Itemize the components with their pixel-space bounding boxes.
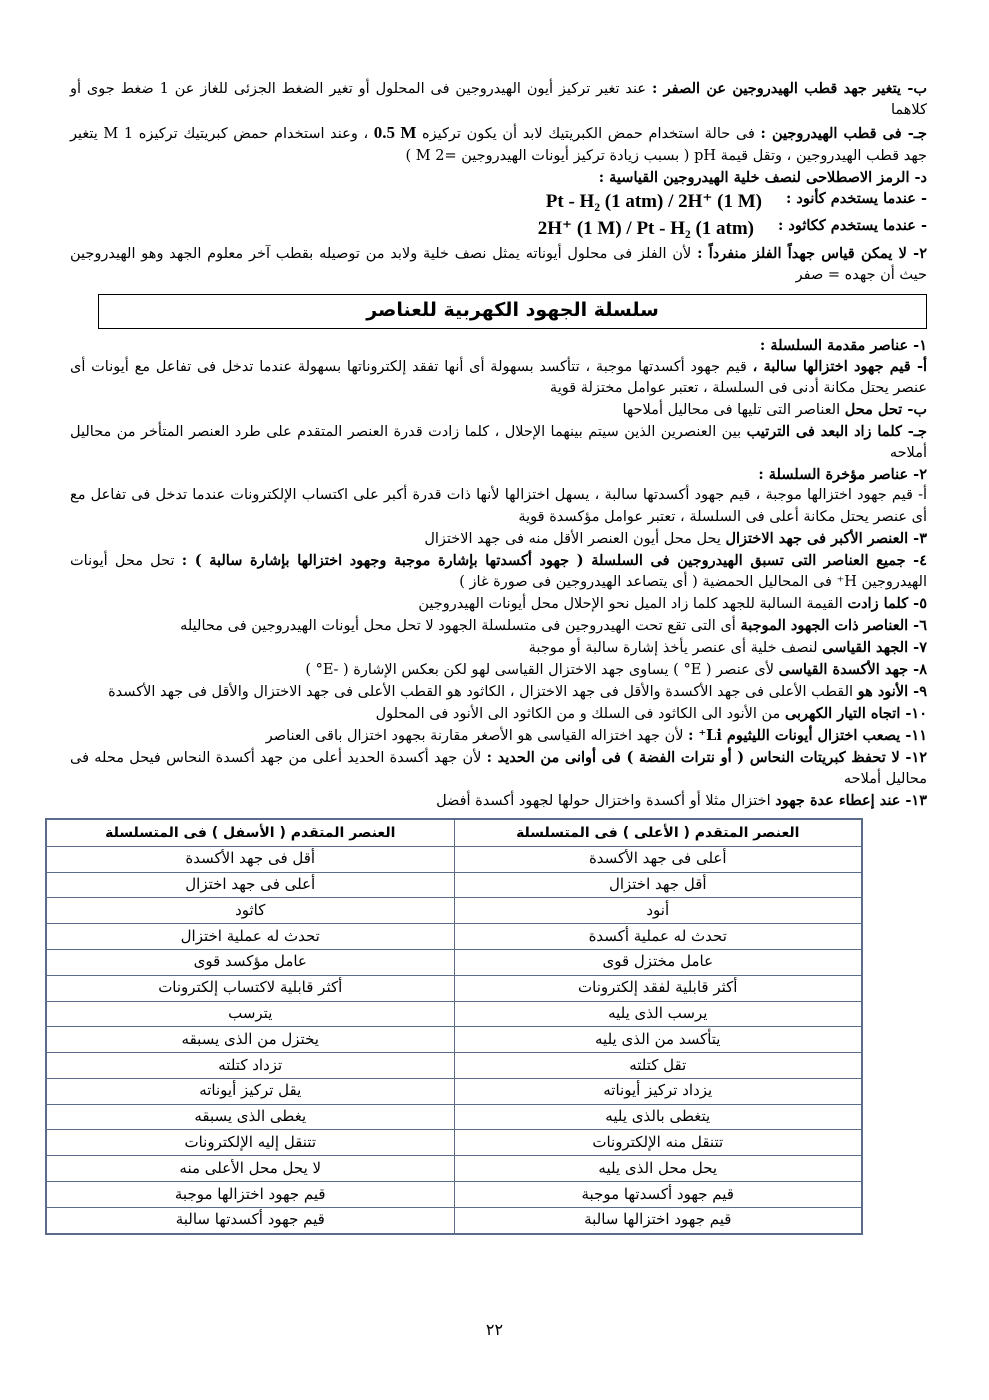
text-s1b: العناصر التى تليها فى محاليل أملاحها — [622, 402, 841, 419]
table-row — [46, 846, 862, 872]
heading-d: د- الرمز الاصطلاحى لنصف خلية الهيدروجين القياسية : — [598, 168, 927, 186]
heading-s3: ٣- العنصر الأكبر فى جهد الاختزال — [725, 529, 927, 547]
paragraph-b — [70, 78, 927, 121]
table-cell: يترسب — [46, 1001, 454, 1027]
comparison-table — [45, 818, 863, 1235]
table-header-row — [46, 819, 862, 847]
heading-s4: ٤- جميع العناصر التى تسبق الهيدروجين فى السلسلة ( جهود أكسدتها بإشارة موجبة وجهود اختزالها بإشارة سالبة ) : — [181, 551, 927, 569]
table-cell: تتنقل إليه الإلكترونات — [46, 1130, 454, 1156]
table-cell: يزداد تركيز أيوناته — [454, 1078, 862, 1104]
table-cell: قيم جهود اختزالها موجبة — [46, 1182, 454, 1208]
page-number: ٢٢ — [485, 1320, 504, 1339]
paragraph-s7 — [70, 637, 927, 659]
table-row — [46, 1182, 862, 1208]
paragraph-s12 — [70, 747, 927, 790]
table-cell: تحدث له عملية اختزال — [46, 924, 454, 950]
paragraph-s8 — [70, 659, 927, 681]
table-cell: لا يحل محل الأعلى منه — [46, 1156, 454, 1182]
paragraph-s6 — [70, 615, 927, 637]
text-q2: لأن الفلز فى محلول أيوناته يمثل نصف خلية ولابد من توصيله بقطب آخر معلوم الجهد وهو الهيدروجين حيث أن جهده = صفر — [70, 245, 927, 283]
table-cell: أكثر قابلية لفقد إلكترونات — [454, 975, 862, 1001]
heading-s7: ٧- الجهد القياسى — [822, 638, 927, 656]
table-cell: أنود — [454, 898, 862, 924]
text-c2: ، وعند استخدام حمض كبريتيك تركيزه 1 M يتغير جهد قطب الهيدروجين ، وتقل قيمة pH ( بسبب زيادة تركيز أيونات الهيدروجين =M 2 ) — [70, 126, 927, 164]
table-row — [46, 1130, 862, 1156]
paragraph-s4 — [70, 550, 927, 593]
table-cell: يقل تركيز أيوناته — [46, 1078, 454, 1104]
heading-c: جـ- فى قطب الهيدروجين : — [760, 125, 927, 143]
cathode-label: - عندما يستخدم ككاثود : — [778, 217, 927, 235]
table-cell: قيم جهود اختزالها سالبة — [454, 1207, 862, 1233]
table-row — [46, 1053, 862, 1079]
table-row — [46, 1027, 862, 1053]
paragraph-c — [70, 121, 927, 167]
concentration-value: 0.5 M — [373, 123, 417, 143]
paragraph-s11 — [70, 725, 927, 747]
table-cell: أقل جهد اختزال — [454, 872, 862, 898]
paragraph-s2a: أ- قيم جهود اختزالها موجبة ، قيم جهود أكسدتها سالبة ، يسهل اختزالها لأنها ذات قدرة أكبر على اكتساب الإلكترونات عندما تدخل فى تفاعل مع أى عنصر يحتل مكانة أعلى فى السلسلة ، تعتبر عوامل مؤكسدة قوية — [70, 487, 927, 525]
text-s6: أى التى تقع تحت الهيدروجين فى متسلسلة الجهود لا تحل محل أيونات الهيدروجين فى محاليله — [180, 617, 736, 634]
heading-s8: ٨- جهد الأكسدة القياسى — [778, 660, 927, 678]
table-cell: قيم جهود أكسدتها سالبة — [46, 1207, 454, 1233]
text-s9: القطب الأعلى فى جهد الأكسدة والأقل فى جهد الاختزال ، الكاثود هو القطب الأعلى فى جهد الاختزال والأقل فى جهد الأكسدة — [108, 683, 854, 700]
table-cell: يتأكسد من الذى يليه — [454, 1027, 862, 1053]
table-cell: أعلى فى جهد اختزال — [46, 872, 454, 898]
paragraph-s10 — [70, 703, 927, 725]
heading-s2: ٢- عناصر مؤخرة السلسلة : — [758, 466, 927, 484]
paragraph-s1b — [70, 399, 927, 421]
table-cell: كاثود — [46, 898, 454, 924]
text-s8: لأى عنصر ( E° ) يساوى جهد الاختزال القياسى لهو لكن بعكس الإشارة ( -E° ) — [305, 661, 775, 678]
table-row — [46, 898, 862, 924]
table-row — [46, 924, 862, 950]
heading-s1a: أ- قيم جهود اختزالها سالبة ، — [752, 358, 927, 376]
table-cell: يختزل من الذى يسبقه — [46, 1027, 454, 1053]
heading-s9: ٩- الأنود هو — [857, 682, 927, 700]
text-s11: لأن جهد اختزاله القياسى هو الأصغر مقارنة بجهود اختزال باقى العناصر — [265, 727, 684, 744]
heading-s13: ١٣- عند إعطاء عدة جهود — [775, 791, 927, 809]
table-cell: تحدث له عملية أكسدة — [454, 924, 862, 950]
section-title: سلسلة الجهود الكهربية للعناصر — [98, 294, 927, 330]
heading-s11: ١١- يصعب اختزال أيونات الليثيوم Li⁺ : — [688, 726, 927, 744]
paragraph-s1a — [70, 356, 927, 399]
table-cell: تقل كتلته — [454, 1053, 862, 1079]
table-row — [46, 1078, 862, 1104]
table-cell: قيم جهود أكسدتها موجبة — [454, 1182, 862, 1208]
text-s4: تحل محل أيونات الهيدروجين H⁺ فى المحاليل الحمضية ( أى يتصاعد الهيدروجين فى صورة غاز ) — [70, 552, 927, 590]
paragraph-s5 — [70, 593, 927, 615]
table-cell: يرسب الذى يليه — [454, 1001, 862, 1027]
table-cell: تتنقل منه الإلكترونات — [454, 1130, 862, 1156]
heading-q2: ٢- لا يمكن قياس جهداً الفلز منفرداً : — [697, 244, 927, 262]
text-s13: اختزال مثلا أو أكسدة واختزال حولها لجهود أكسدة أفضل — [436, 792, 771, 809]
heading-s12: ١٢- لا تحفظ كبريتات النحاس ( أو نترات الفضة ) فى أوانى من الحديد : — [486, 748, 928, 766]
table-cell: تزداد كتلته — [46, 1053, 454, 1079]
table-row — [46, 872, 862, 898]
table-row — [46, 1001, 862, 1027]
table-cell: يحل محل الذى يليه — [454, 1156, 862, 1182]
cathode-row — [70, 215, 927, 243]
column-header: العنصر المتقدم ( الأسفل ) فى المتسلسلة — [46, 819, 454, 847]
table-row — [46, 949, 862, 975]
heading-s5: ٥- كلما زادت — [847, 594, 927, 612]
heading-s1b: ب- تحل محل — [844, 401, 927, 419]
table-body — [46, 846, 862, 1233]
text-s1a: قيم جهود أكسدتها موجبة ، تتأكسد بسهولة أى أنها تفقد إلكتروناتها بسهولة عندما تدخل فى تفاعل مع أيونات أى عنصر يحتل مكانة أدنى فى السلسلة ، تعتبر عوامل مختزلة قوية — [70, 359, 927, 397]
table-row — [46, 1104, 862, 1130]
table-cell: أعلى فى جهد الأكسدة — [454, 846, 862, 872]
paragraph-s1c — [70, 421, 927, 464]
heading-s10: ١٠- اتجاه التيار الكهربى — [784, 704, 927, 722]
column-header: العنصر المتقدم ( الأعلى ) فى المتسلسلة — [454, 819, 862, 847]
table-row — [46, 1156, 862, 1182]
text-s7: لنصف خلية أى عنصر يأخذ إشارة سالبة أو موجبة — [528, 639, 818, 656]
cathode-formula: 2H⁺ (1 M) / Pt - H₂ (1 atm) — [537, 218, 754, 240]
table-cell: أقل فى جهد الأكسدة — [46, 846, 454, 872]
text-b: عند تغير تركيز أيون الهيدروجين فى المحلول أو تغير الضغط الجزئى للغاز عن 1 ضغط جوى أو كلاهما — [70, 81, 927, 119]
anode-label: - عندما يستخدم كأنود : — [786, 189, 927, 207]
text-s3: يحل محل أيون العنصر الأقل منه فى جهد الاختزال — [424, 530, 721, 547]
text-c1: فى حالة استخدام حمض الكبريتيك لابد أن يكون تركيزه — [422, 126, 755, 143]
text-s12: لأن جهد أكسدة الحديد أعلى من جهد أكسدة النحاس فيحل محله فى محاليل أملاحه — [70, 749, 927, 787]
table-cell: يغطى الذى يسبقه — [46, 1104, 454, 1130]
table-cell: أكثر قابلية لاكتساب إلكترونات — [46, 975, 454, 1001]
heading-b: ب- يتغير جهد قطب الهيدروجين عن الصفر : — [651, 80, 928, 97]
text-s10: من الأنود الى الكاثود فى السلك و من الكاثود الى الأنود فى المحلول — [375, 705, 781, 722]
anode-formula: Pt - H₂ (1 atm) / 2H⁺ (1 M) — [545, 190, 762, 212]
table-cell: عامل مختزل قوى — [454, 949, 862, 975]
text-s5: القيمة السالبة للجهد كلما زاد الميل نحو الإحلال محل أيونات الهيدروجين — [418, 595, 843, 612]
heading-s6: ٦- العناصر ذات الجهود الموجبة — [740, 616, 927, 634]
table-row — [46, 1207, 862, 1233]
paragraph-s3 — [70, 528, 927, 550]
text-s1c: بين العنصرين الذين سيتم بينهما الإحلال ، كلما زادت قدرة العنصر المتقدم على طرد العنصر المتأخر من محاليل أملاحه — [70, 424, 927, 462]
anode-row — [70, 188, 927, 216]
table-cell: يتغطى بالذى يليه — [454, 1104, 862, 1130]
heading-s1c: جـ- كلما زاد البعد فى الترتيب — [746, 423, 928, 441]
paragraph-s9 — [70, 681, 927, 703]
table-cell: عامل مؤكسد قوى — [46, 949, 454, 975]
table-row — [46, 975, 862, 1001]
heading-s1: ١- عناصر مقدمة السلسلة : — [759, 337, 927, 355]
paragraph-q2 — [70, 243, 927, 286]
paragraph-s13 — [70, 790, 927, 812]
